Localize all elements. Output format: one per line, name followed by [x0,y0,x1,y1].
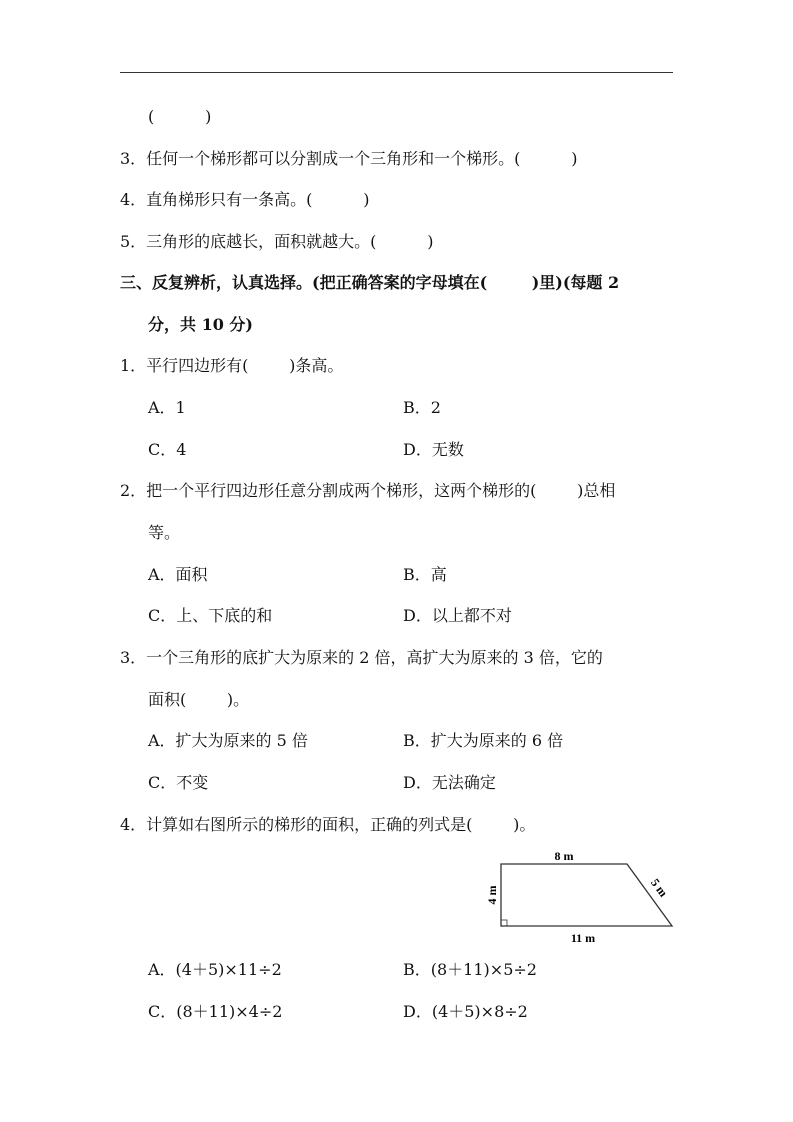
q2-option-d: D．以上都不对 [403,606,512,625]
q1-option-a: A．1 [148,398,186,417]
question-4-stem: 4．计算如右图所示的梯形的面积，正确的列式是( )。 [120,815,536,834]
judge-item-5: 5．三角形的底越长，面积就越大。( ) [120,232,434,251]
header-rule [120,72,673,73]
trapezoid-figure [480,845,690,950]
trapezoid-shape [501,864,672,926]
judge-item-4: 4．直角梯形只有一条高。( ) [120,190,370,209]
q1-option-c: C．4 [148,440,187,459]
section-heading: 三、反复辨析，认真选择。(把正确答案的字母填在( )里)(每题 2 [120,273,620,292]
q3-option-c: C．不变 [148,773,209,792]
answer-blank-line: ( ) [148,107,212,126]
q1-option-d: D．无数 [403,440,464,459]
q3-option-d: D．无法确定 [403,773,496,792]
label-slant: 5 m [647,875,671,900]
question-2-stem-cont: 等。 [148,523,181,542]
q1-option-b: B．2 [403,398,441,417]
q4-option-b: B．(8＋11)×5÷2 [403,960,537,979]
q4-option-d: D．(4＋5)×8÷2 [403,1002,528,1021]
label-bottom: 11 m [570,931,596,945]
q2-option-c: C．上、下底的和 [148,606,273,625]
q2-option-b: B．高 [403,565,447,584]
q2-option-a: A．面积 [148,565,208,584]
q4-option-a: A．(4＋5)×11÷2 [148,960,282,979]
q3-option-a: A．扩大为原来的 5 倍 [148,731,308,750]
section-heading-cont: 分，共 10 分) [148,315,253,334]
right-angle-mark [501,920,507,926]
q4-option-c: C．(8＋11)×4÷2 [148,1002,283,1021]
question-2-stem: 2．把一个平行四边形任意分割成两个梯形，这两个梯形的( )总相 [120,481,616,500]
judge-item-3: 3．任何一个梯形都可以分割成一个三角形和一个梯形。( ) [120,149,578,168]
question-1-stem: 1．平行四边形有( )条高。 [120,356,344,375]
question-3-stem: 3．一个三角形的底扩大为原来的 2 倍，高扩大为原来的 3 倍，它的 [120,648,603,667]
label-top: 8 m [554,849,574,863]
question-3-stem-cont: 面积( )。 [148,690,250,709]
label-left: 4 m [485,885,499,905]
q3-option-b: B．扩大为原来的 6 倍 [403,731,564,750]
